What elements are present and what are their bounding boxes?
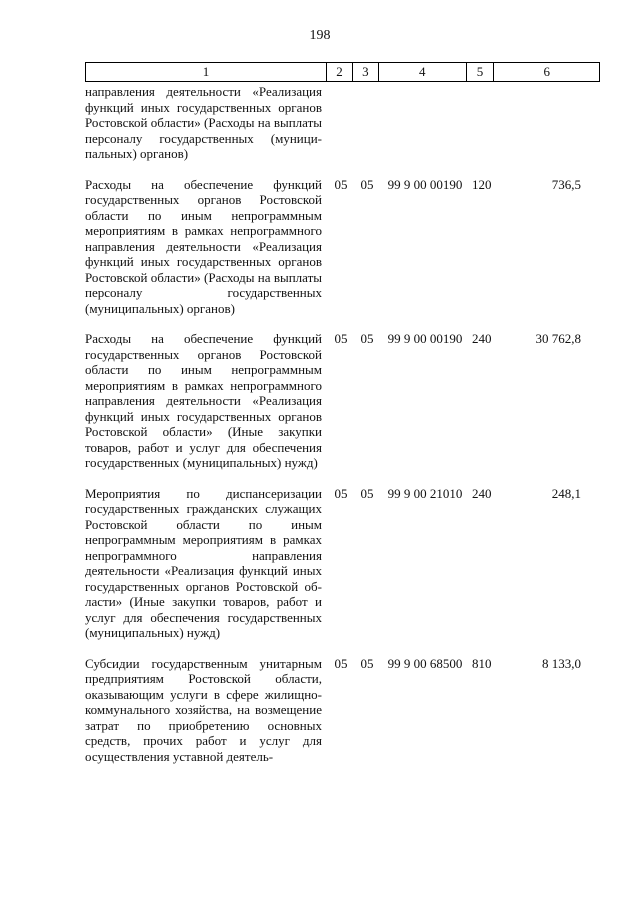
- row-description: Мероприятия по диспансеризации государственных гражданских служащих Ростовской области по иным непрограммным мероприятиям в рамках непрограммного направления деятельности «Реализация функций иных государственных органов Ростовской области» (Иные закупки товаров, работ и услуг для обеспечения государственных (муниципальных) нужд): [85, 485, 322, 640]
- header-col-1: 1: [86, 63, 327, 81]
- row-target-code: 99 9 00 21010: [387, 485, 463, 501]
- row-section: 05: [334, 485, 348, 501]
- header-col-2: 2: [327, 63, 353, 81]
- header-col-6: 6: [543, 64, 550, 79]
- row-subsection: 05: [360, 176, 374, 192]
- row-target-code: [380, 84, 470, 162]
- row-expense-type: 240: [472, 485, 492, 501]
- header-col-5: 5: [467, 63, 495, 81]
- row-section: [328, 84, 354, 162]
- row-description: Расходы на обеспечение функций государственных органов Ростовской области по иным непрограммным мероприятиям в рамках непрограммного направления деятельности «Реализация функций иных государственных органов Ростовской области» (Расходы на выплаты персоналу государственных (муниципальных) органов): [85, 176, 322, 316]
- header-col-3: 3: [353, 63, 379, 81]
- row-description: направления деятельности «Реализация функций иных государственных органов Ростовской области» (Расходы на выплаты персоналу государственных (муниципальных) органов): [85, 84, 322, 161]
- row-expense-type: 810: [472, 655, 492, 671]
- row-subsection: 05: [360, 485, 374, 501]
- row-section: 05: [334, 176, 348, 192]
- row-amount: 30 762,8: [535, 331, 581, 346]
- row-expense-type: 120: [472, 176, 492, 192]
- row-section: 05: [334, 331, 348, 346]
- row-amount: 8 133,0: [542, 655, 581, 671]
- page-number: 198: [309, 28, 331, 43]
- row-amount: 736,5: [551, 176, 581, 192]
- table-header: [85, 62, 600, 82]
- row-expense-type: 240: [472, 331, 492, 346]
- table-body: [85, 84, 600, 779]
- table-row: [85, 84, 600, 162]
- row-target-code: 99 9 00 00190: [387, 331, 463, 346]
- row-amount: 248,1: [551, 485, 581, 501]
- row-subsection: 05: [360, 331, 374, 346]
- row-expense-type: [470, 84, 500, 162]
- row-target-code: 99 9 00 00190: [387, 176, 463, 192]
- table-row: [85, 656, 600, 765]
- row-target-code: 99 9 00 68500: [387, 655, 463, 671]
- table-row: [85, 486, 600, 641]
- row-description: Расходы на обеспечение функций государственных органов Ростовской области по иным непрограммным мероприятиям в рамках непрограммного направления деятельности «Реализация функций иных государственных органов Ростовской области» (Иные закупки товаров, работ и услуг для обеспечения государственных (муниципальных) нужд): [85, 331, 322, 470]
- row-section: 05: [334, 655, 348, 671]
- row-description: Субсидии государственным унитарным предприятиям Ростовской области, оказывающим услуги в сфере жилищно-коммунального хозяйства, на возмещение затрат по приобретению основных средств, прочих работ и услуг для осуществления уставной деятель-: [85, 655, 322, 764]
- table-row: [85, 331, 600, 471]
- table-row: [85, 177, 600, 317]
- row-amount: [500, 84, 587, 162]
- row-subsection: [354, 84, 380, 162]
- row-subsection: 05: [360, 655, 374, 671]
- header-col-4: 4: [379, 63, 467, 81]
